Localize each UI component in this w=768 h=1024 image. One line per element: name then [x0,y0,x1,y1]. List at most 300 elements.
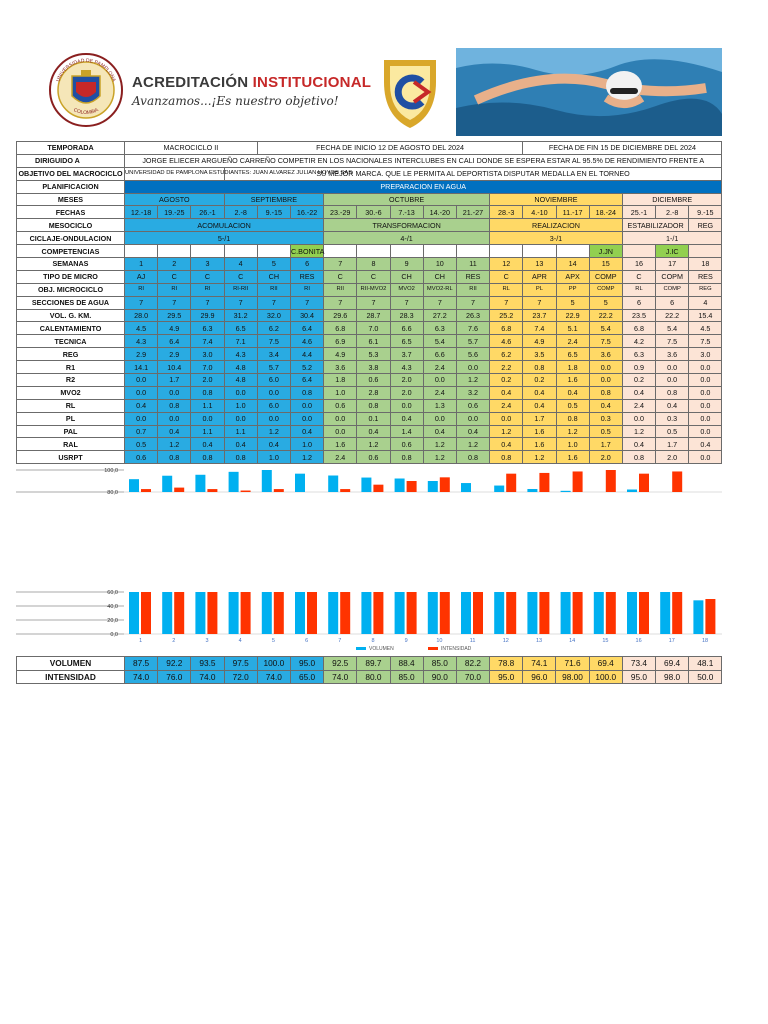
intensidad-cell: 98.00 [556,670,589,684]
metric-cell: 6.2 [490,348,523,361]
metric-cell: 7.5 [689,335,722,348]
intensity-bar [274,489,284,492]
intensidad-cell: 95.0 [490,670,523,684]
metric-cell: 6.3 [191,322,224,335]
volume-bar [395,592,405,634]
metric-cell: 2.0 [191,374,224,387]
volumen-cell: 89.7 [357,657,390,671]
metric-cell: 1.0 [556,438,589,451]
volume-bar [229,472,239,492]
metric-cell: 0.0 [689,451,722,464]
x-tick-label: 7 [338,638,342,644]
intensity-bar [539,592,549,634]
metric-cell: 6.1 [357,335,390,348]
volume-bar [195,592,205,634]
tipo-micro-cell: RES [456,270,489,283]
volume-bar [627,490,637,492]
semanas-cell: 7 [324,258,357,271]
metric-cell: 5.6 [456,348,489,361]
metric-cell: 1.2 [290,451,323,464]
obj-micro-cell: MVO2 [390,283,423,296]
metric-cell: 0.0 [224,386,257,399]
volume-bar [262,592,272,634]
metric-label: USRPT [17,451,125,464]
metric-cell: 0.8 [158,399,191,412]
y-tick-label: 40,0 [107,604,118,610]
metric-cell: 27.2 [423,309,456,322]
brand-title-a: ACREDITACIÓN [132,74,249,91]
metric-cell: 0.0 [290,399,323,412]
metric-cell: 0.0 [689,386,722,399]
metric-cell: 4.8 [224,374,257,387]
intensity-bar [174,592,184,634]
volumen-cell: 85.0 [423,657,456,671]
mesociclo-cell: ESTABILIZADOR [622,219,688,232]
metric-cell: 0.4 [456,425,489,438]
competencias-label: COMPETENCIAS [17,245,125,258]
fecha-cell: 30.-6 [357,206,390,219]
metric-cell: 0.6 [324,399,357,412]
intensidad-cell: 50.0 [689,670,722,684]
obj-micro-cell: RII [324,283,357,296]
metric-row [17,361,722,374]
mesociclo-label: MESOCICLO [17,219,125,232]
metric-cell: 0.0 [689,374,722,387]
intensidad-cell: 74.0 [324,670,357,684]
metric-cell: 0.8 [191,451,224,464]
planificacion-row [17,180,722,193]
metric-cell: 3.6 [656,348,689,361]
metric-cell: 3.6 [589,348,622,361]
intensity-bar [207,489,217,492]
intensity-bar [440,477,450,492]
metric-cell: 4.3 [125,335,158,348]
competencia-cell [324,245,357,258]
metric-cell: 0.0 [656,374,689,387]
secciones-cell: 7 [191,296,224,309]
metric-cell: 6.9 [324,335,357,348]
metric-cell: 1.0 [324,386,357,399]
seal-bottom-text: COLOMBIA [72,107,100,117]
semanas-row [17,258,722,271]
semanas-cell: 18 [689,258,722,271]
tipo-micro-cell: CH [390,270,423,283]
volumen-cell: 48.1 [689,657,722,671]
metric-cell: 0.8 [490,451,523,464]
metric-cell: 7.6 [456,322,489,335]
semanas-cell: 4 [224,258,257,271]
secciones-cell: 7 [390,296,423,309]
metric-cell: 0.0 [689,399,722,412]
metric-cell: 0.0 [622,412,655,425]
metric-cell: 7.0 [191,361,224,374]
tipo-micro-cell: COPM [656,270,689,283]
ciclaje-row [17,232,722,245]
fecha-cell: 16.-22 [290,206,323,219]
metric-row [17,412,722,425]
volume-bar [295,592,305,634]
volume-bar [361,478,371,492]
metric-row [17,348,722,361]
obj-micro-cell: RII [257,283,290,296]
intensity-bar [506,474,516,492]
metric-cell: 23.7 [523,309,556,322]
fecha-cell: 2.-8 [224,206,257,219]
metric-cell: 0.4 [423,425,456,438]
legend-intensity-swatch [428,647,438,650]
tipo-micro-row [17,270,722,283]
dirigido-row [17,154,722,167]
competencia-cell: J.JN [589,245,622,258]
fecha-cell: 23.-29 [324,206,357,219]
intensidad-cell: 96.0 [523,670,556,684]
metric-cell: 0.4 [656,399,689,412]
intensity-bar [473,592,483,634]
metric-cell: 1.8 [556,361,589,374]
volume-bar [461,483,471,492]
volume-bar [295,474,305,492]
planificacion-value: PREPARACION EN AGUA [125,180,722,193]
fechas-label: FECHAS [17,206,125,219]
x-tick-label: 14 [569,638,576,644]
semanas-cell: 9 [390,258,423,271]
x-tick-label: 5 [271,638,275,644]
swimmer-photo-icon [456,48,722,136]
metric-label: CALENTAMIENTO [17,322,125,335]
competencia-cell [257,245,290,258]
metric-cell: 0.5 [656,425,689,438]
metric-cell: 3.7 [390,348,423,361]
fecha-cell: 21.-27 [456,206,489,219]
intensity-bar [373,485,383,492]
metric-cell: 0.0 [191,412,224,425]
fecha-cell: 28.-3 [490,206,523,219]
metric-cell: 1.2 [423,451,456,464]
fecha-inicio: FECHA DE INICIO 12 DE AGOSTO DEL 2024 [257,142,523,155]
intensity-bar [340,592,350,634]
metric-cell: 1.6 [523,438,556,451]
volume-bar [527,489,537,492]
secciones-cell: 7 [290,296,323,309]
secciones-cell: 7 [456,296,489,309]
semanas-cell: 15 [589,258,622,271]
metric-cell: 29.6 [324,309,357,322]
intensidad-cell: 98.0 [656,670,689,684]
metric-cell: 1.7 [158,374,191,387]
obj-micro-cell: RL [490,283,523,296]
obj-micro-cell: MVO2-RL [423,283,456,296]
fecha-cell: 25.-1 [622,206,655,219]
volume-bar [693,600,703,634]
tipo-micro-cell: C [224,270,257,283]
volumen-cell: 71.6 [556,657,589,671]
brand-title [132,74,371,91]
fecha-cell: 2.-8 [656,206,689,219]
metric-cell: 1.2 [257,425,290,438]
intensity-bar [705,599,715,634]
volumen-cell: 95.0 [290,657,323,671]
metric-row [17,438,722,451]
metric-cell: 0.9 [622,361,655,374]
metric-cell: 6.8 [490,322,523,335]
metric-cell: 0.0 [589,374,622,387]
metric-cell: 0.3 [656,412,689,425]
volume-bar [129,479,139,492]
metric-cell: 0.8 [456,451,489,464]
tipo-micro-cell: AJ [125,270,158,283]
obj-micro-cell: RI [158,283,191,296]
fechas-row [17,206,722,219]
secciones-cell: 7 [257,296,290,309]
metric-cell: 1.6 [556,451,589,464]
metric-cell: 0.4 [224,438,257,451]
metric-cell: 14.1 [125,361,158,374]
semanas-cell: 16 [622,258,655,271]
tipo-micro-cell: RES [689,270,722,283]
metric-cell: 0.0 [689,412,722,425]
metric-cell: 1.6 [556,374,589,387]
metric-cell: 3.0 [191,348,224,361]
metric-cell: 4.8 [224,361,257,374]
intensity-bar [573,592,583,634]
metric-cell: 32.0 [257,309,290,322]
objetivo-value: SU MEJOR MARCA. QUE LE PERMITA AL DEPORTISTA DISPUTAR MEDALLA EN EL TORNEO [224,167,722,180]
tipo-micro-cell: CH [257,270,290,283]
volumen-cell: 87.5 [125,657,158,671]
metric-cell: 6.5 [390,335,423,348]
metric-row [17,322,722,335]
secciones-cell: 7 [224,296,257,309]
metric-cell: 6.0 [257,374,290,387]
secciones-cell: 5 [589,296,622,309]
metric-cell: 4.6 [490,335,523,348]
metric-cell: 1.1 [191,425,224,438]
metric-cell: 1.7 [656,438,689,451]
secciones-cell: 7 [523,296,556,309]
obj-micro-cell: RL [622,283,655,296]
metric-cell: 0.0 [423,412,456,425]
metric-cell: 3.8 [357,361,390,374]
competencia-cell [191,245,224,258]
intensity-bar [307,592,317,634]
fecha-fin: FECHA DE FIN 15 DE DICIEMBRE DEL 2024 [523,142,722,155]
metric-cell: 22.9 [556,309,589,322]
metric-cell: 3.4 [257,348,290,361]
metric-cell: 0.6 [125,451,158,464]
semanas-cell: 1 [125,258,158,271]
metric-cell: 0.0 [324,412,357,425]
semanas-cell: 12 [490,258,523,271]
metric-cell: 0.2 [490,374,523,387]
metric-cell: 5.7 [257,361,290,374]
volume-bar [461,592,471,634]
y-tick-label: 0,0 [110,632,118,638]
metric-cell: 3.5 [523,348,556,361]
obj-micro-cell: PP [556,283,589,296]
x-tick-label: 3 [205,638,209,644]
x-tick-label: 4 [238,638,242,644]
metric-cell: 4.9 [158,322,191,335]
x-tick-label: 17 [668,638,675,644]
competencia-cell [490,245,523,258]
y-tick-label: 60,0 [107,590,118,596]
fecha-cell: 18.-24 [589,206,622,219]
metric-cell: 5.1 [556,322,589,335]
tipo-micro-cell: COMP [589,270,622,283]
volumen-cell: 88.4 [390,657,423,671]
x-tick-label: 6 [305,638,309,644]
brand-title-b: INSTITUCIONAL [252,74,372,91]
intensidad-cell: 80.0 [357,670,390,684]
intensidad-cell: 74.0 [257,670,290,684]
mesociclo-cell: REG [689,219,722,232]
metric-cell: 2.0 [390,374,423,387]
intensity-bar [672,592,682,634]
metric-cell: 0.4 [689,438,722,451]
metric-cell: 31.2 [224,309,257,322]
month-cell: SEPTIEMBRE [224,193,324,206]
metric-cell: 4.4 [290,348,323,361]
metric-cell: 1.2 [622,425,655,438]
intensidad-cell: 74.0 [125,670,158,684]
metric-cell: 2.4 [556,335,589,348]
volumen-cell: 93.5 [191,657,224,671]
legend-volume-swatch [356,647,366,650]
metric-cell: 2.0 [656,451,689,464]
competencia-cell [390,245,423,258]
volume-bar [660,592,670,634]
secciones-label: SECCIONES DE AGUA [17,296,125,309]
metric-row [17,399,722,412]
metric-cell: 6.3 [423,322,456,335]
competencia-cell [689,245,722,258]
volume-bar [561,592,571,634]
metric-cell: 1.6 [324,438,357,451]
metric-cell: 7.4 [523,322,556,335]
metric-cell: 0.8 [158,451,191,464]
metric-cell: 7.0 [357,322,390,335]
metric-cell: 2.4 [423,386,456,399]
metric-cell: 0.1 [357,412,390,425]
competencia-cell [556,245,589,258]
metric-cell: 1.3 [423,399,456,412]
obj-micro-cell: RI [125,283,158,296]
tipo-micro-cell: CH [423,270,456,283]
metric-cell: 2.4 [490,399,523,412]
metric-cell: 0.4 [622,386,655,399]
obj-micro-cell: RII-MVO2 [357,283,390,296]
metric-cell: 0.8 [556,412,589,425]
metric-cell: 0.4 [390,412,423,425]
metric-cell: 0.8 [523,361,556,374]
dirigido-value: JORGE ELIECER ARGUEÑO CARREÑO COMPETIR EN LOS NACIONALES INTERCLUBES EN CALI DONDE SE ESPERA ESTAR AL 95.5% DE RENDIMIENTO FRENTE A [125,154,722,167]
metric-cell: 3.0 [689,348,722,361]
metric-cell: 1.2 [490,425,523,438]
objetivo-row [17,167,722,180]
volume-bar [361,592,371,634]
metric-cell: 2.0 [589,451,622,464]
semanas-cell: 5 [257,258,290,271]
metric-cell: 1.2 [357,438,390,451]
volume-bar [162,476,172,492]
volumen-row [17,657,722,671]
volume-bar [594,592,604,634]
metric-cell: 0.8 [290,386,323,399]
intensity-bar [440,592,450,634]
ciclaje-cell: 4-/1 [324,232,490,245]
dirigido-extra: UNIVERSIDAD DE PAMPLONA ESTUDIANTES: JUAN ALVAREZ JULIAN HOYOS SAS [125,167,225,180]
intensidad-cell: 65.0 [290,670,323,684]
metric-cell: 2.8 [357,386,390,399]
fecha-cell: 4.-10 [523,206,556,219]
metric-cell: 0.8 [390,451,423,464]
volume-bar [527,592,537,634]
metric-row [17,425,722,438]
volumen-label: VOLUMEN [17,657,125,671]
metric-cell: 7.5 [589,335,622,348]
volume-bar [428,481,438,492]
metric-cell: 15.4 [689,309,722,322]
tipo-micro-cell: RES [290,270,323,283]
volume-bar [162,592,172,634]
metric-label: RL [17,399,125,412]
metric-cell: 0.2 [622,374,655,387]
volumen-cell: 92.2 [158,657,191,671]
y-tick-label: 80,0 [107,490,118,496]
volume-bar [229,592,239,634]
metric-row [17,386,722,399]
fecha-cell: 11.-17 [556,206,589,219]
competencia-cell [224,245,257,258]
metric-row [17,335,722,348]
metric-cell: 0.0 [125,412,158,425]
secciones-cell: 7 [125,296,158,309]
metric-cell: 0.6 [456,399,489,412]
obj-micro-cell: RI [191,283,224,296]
metric-row [17,309,722,322]
metric-cell: 4.3 [390,361,423,374]
metric-cell: 4.6 [290,335,323,348]
metric-cell: 0.6 [357,451,390,464]
volumen-cell: 100.0 [257,657,290,671]
intensity-bar [606,592,616,634]
seal-top-text: UNIVERSIDAD DE PAMPLONA [55,57,117,83]
tipo-micro-cell: C [158,270,191,283]
metric-cell: 1.1 [191,399,224,412]
metric-cell: 0.4 [490,438,523,451]
intensity-volume-chart-bottom [16,590,722,654]
metric-cell: 28.0 [125,309,158,322]
intensity-bar [639,474,649,492]
x-tick-label: 15 [602,638,609,644]
competencia-cell [158,245,191,258]
volume-bar [561,491,571,492]
metric-cell: 5.3 [357,348,390,361]
tipo-micro-cell: C [324,270,357,283]
metric-cell: 6.3 [622,348,655,361]
volumen-cell: 69.4 [656,657,689,671]
semanas-cell: 8 [357,258,390,271]
volume-bar [395,479,405,492]
semanas-cell: 11 [456,258,489,271]
metric-cell: 6.4 [290,374,323,387]
intensity-bar [407,481,417,492]
metric-cell: 0.8 [656,386,689,399]
metric-label: R2 [17,374,125,387]
mesociclo-cell: TRANSFORMACION [324,219,490,232]
metric-cell: 0.8 [357,399,390,412]
tipo-micro-cell: APR [523,270,556,283]
